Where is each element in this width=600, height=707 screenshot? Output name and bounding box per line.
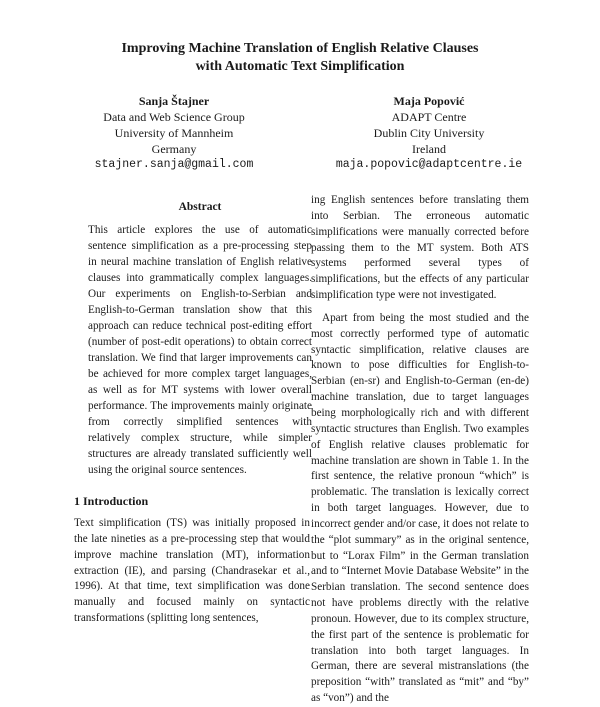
abstract-heading: Abstract [178,201,222,213]
author-country: Germany [151,142,197,156]
author-institution: Dublin City University [373,126,485,140]
section-heading-introduction: 1 Introduction [74,494,149,508]
author-affiliation: ADAPT Centre [391,110,467,124]
author-email: stajner.sanja@gmail.com [94,158,254,171]
introduction-column [74,516,310,627]
right-paragraph-2: Apart from being the most studied and the most correctly performed type of automatic syntactic simplification, relative clauses are known to pose difficulties for English-to-Serbian (en-sr) and English-to-German (en-de) machine translation, due to target languages being morphologically rich and with different syntactic structures than English. Two examples of English relative clauses problematic for machine translation are shown in Table 1. In the first sentence, the relative pronoun “which” is problematic. The translation is lexically correct in both target languages. However, due to incorrect gender and/or case, it does not relate to the “plot summary” as in the original sentence, but to “Lorax Film” in the German translation and to “Internet Movie Database Website” in the Serbian translation. The second sentence does not have problems directly with the relative pronoun. However, due to its complex structure, the first part of the sentence is problematic for translation into both target languages. In German, there are several mistranslations (the preposition “with” translated as “mit” and “by” as “von”) and the [311,311,529,705]
title-line-2: with Automatic Text Simplification [195,59,405,74]
title-line-1: Improving Machine Translation of English Relative Clauses [121,41,479,56]
introduction-paragraph: Text simplification (TS) was initially proposed in the late nineties as a pre-processing step that would improve machine translation (MT), information extraction (IE), and parsing (Chandrasekar et al., 1996). At that time, text simplification was done manually and focused mainly on syntactic transformations (splitting long sentences, [74,517,310,625]
abstract-section [88,200,312,478]
right-paragraph-1: ing English sentences before translating them into Serbian. The erroneous automatic simplifications were manually corrected before passing them to the MT system. Both ATS systems performed several types of simplifications, but the effects of any particular simplification type were not investigated. [311,194,529,302]
author-block-1 [44,93,304,173]
author-affiliation: Data and Web Science Group [103,110,245,124]
paper-title [0,40,600,76]
author-name: Maja Popović [393,94,465,108]
author-block-2 [299,93,559,173]
author-institution: University of Mannheim [114,126,234,140]
author-email: maja.popovic@adaptcentre.ie [335,158,523,171]
abstract-text: This article explores the use of automatic sentence simplification as a pre-processing step in neural machine translation of English relative clauses into grammatically complex languages. Our experiments on English-to-Serbian and English-to-German translation show that this approach can reduce technical post-editing effort (number of post-edit operations) to obtain correct translation. We find that larger improvements can be achieved for more complex target languages, as well as for MT systems with lower overall performance. The improvements mainly originate from correctly simplified sentences with relatively complex structure, while simpler structures are already translated sufficiently well using the original source sentences. [88,224,312,476]
right-column [311,193,529,707]
author-name: Sanja Štajner [138,94,210,108]
author-country: Ireland [412,142,446,156]
